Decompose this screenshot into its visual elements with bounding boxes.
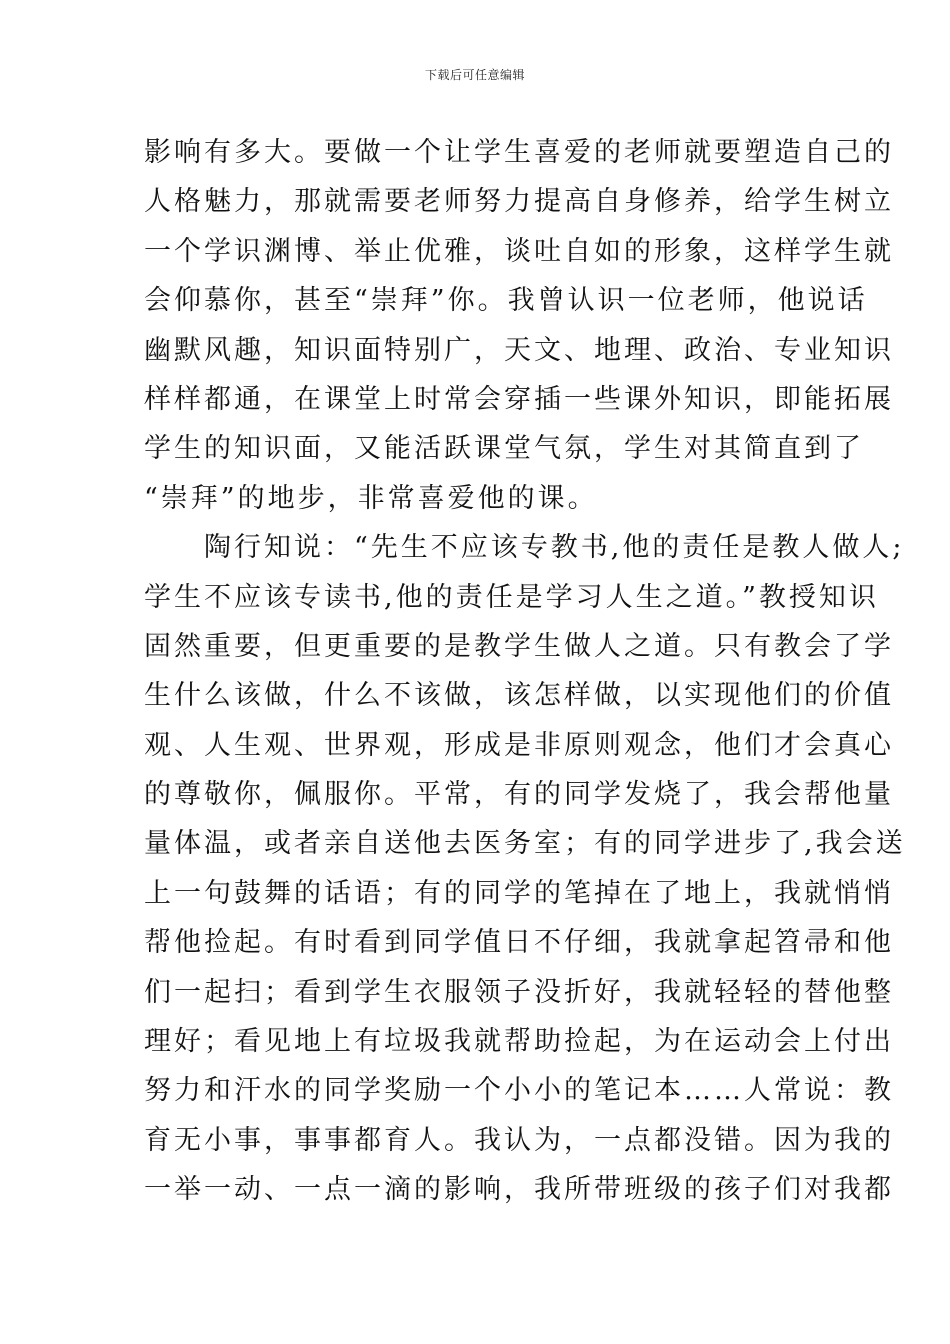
text-line: 一个学识渊博、举止优雅，谈吐自如的形象，这样学生就 [144,235,894,267]
text-line: 影响有多大。要做一个让学生喜爱的老师就要塑造自己的 [144,137,894,168]
text-line: 们一起扫；看到学生衣服领子没折好，我就轻轻的替他整 [144,976,894,1008]
body-text [144,128,906,1215]
text-line: 努力和汗水的同学奖励一个小小的笔记本……人常说：教 [144,1075,894,1107]
text-line: 一举一动、一点一滴的影响，我所带班级的孩子们对我都 [144,1174,894,1206]
text-line: 陶行知说：“先生不应该专教书,他的责任是教人做人; [144,532,905,564]
text-line: 会仰慕你，甚至“崇拜”你。我曾认识一位老师，他说话 [144,285,868,317]
page-header: 下载后可任意编辑 [424,68,525,82]
text-line: 量体温，或者亲自送他去医务室；有的同学进步了,我会送 [144,828,906,860]
text-line: 人格魅力，那就需要老师努力提高自身修养，给学生树立 [144,186,894,218]
text-line: 上一句鼓舞的话语；有的同学的笔掉在了地上，我就悄悄 [144,877,894,909]
text-line: 观、人生观、世界观，形成是非原则观念，他们才会真心 [144,729,894,761]
text-line: 理好；看见地上有垃圾我就帮助捡起，为在运动会上付出 [144,1026,894,1058]
text-line: 的尊敬你，佩服你。平常，有的同学发烧了，我会帮他量 [144,779,894,811]
text-line: 固然重要，但更重要的是教学生做人之道。只有教会了学 [144,630,894,662]
text-line: 幽默风趣，知识面特别广，天文、地理、政治、专业知识 [144,334,894,366]
text-line: 帮他捡起。有时看到同学值日不仔细，我就拿起笤帚和他 [144,927,894,959]
text-line: 学生的知识面，又能活跃课堂气氛，学生对其简直到了 [144,433,864,465]
text-line: 生什么该做，什么不该做，该怎样做，以实现他们的价值 [144,680,894,712]
text-line: “崇拜”的地步，非常喜爱他的课。 [144,482,598,514]
text-line: 样样都通，在课堂上时常会穿插一些课外知识，即能拓展 [144,383,894,415]
text-line: 育无小事，事事都育人。我认为，一点都没错。因为我的 [144,1124,894,1156]
text-line: 学生不应该专读书,他的责任是学习人生之道。”教授知识 [144,581,879,613]
